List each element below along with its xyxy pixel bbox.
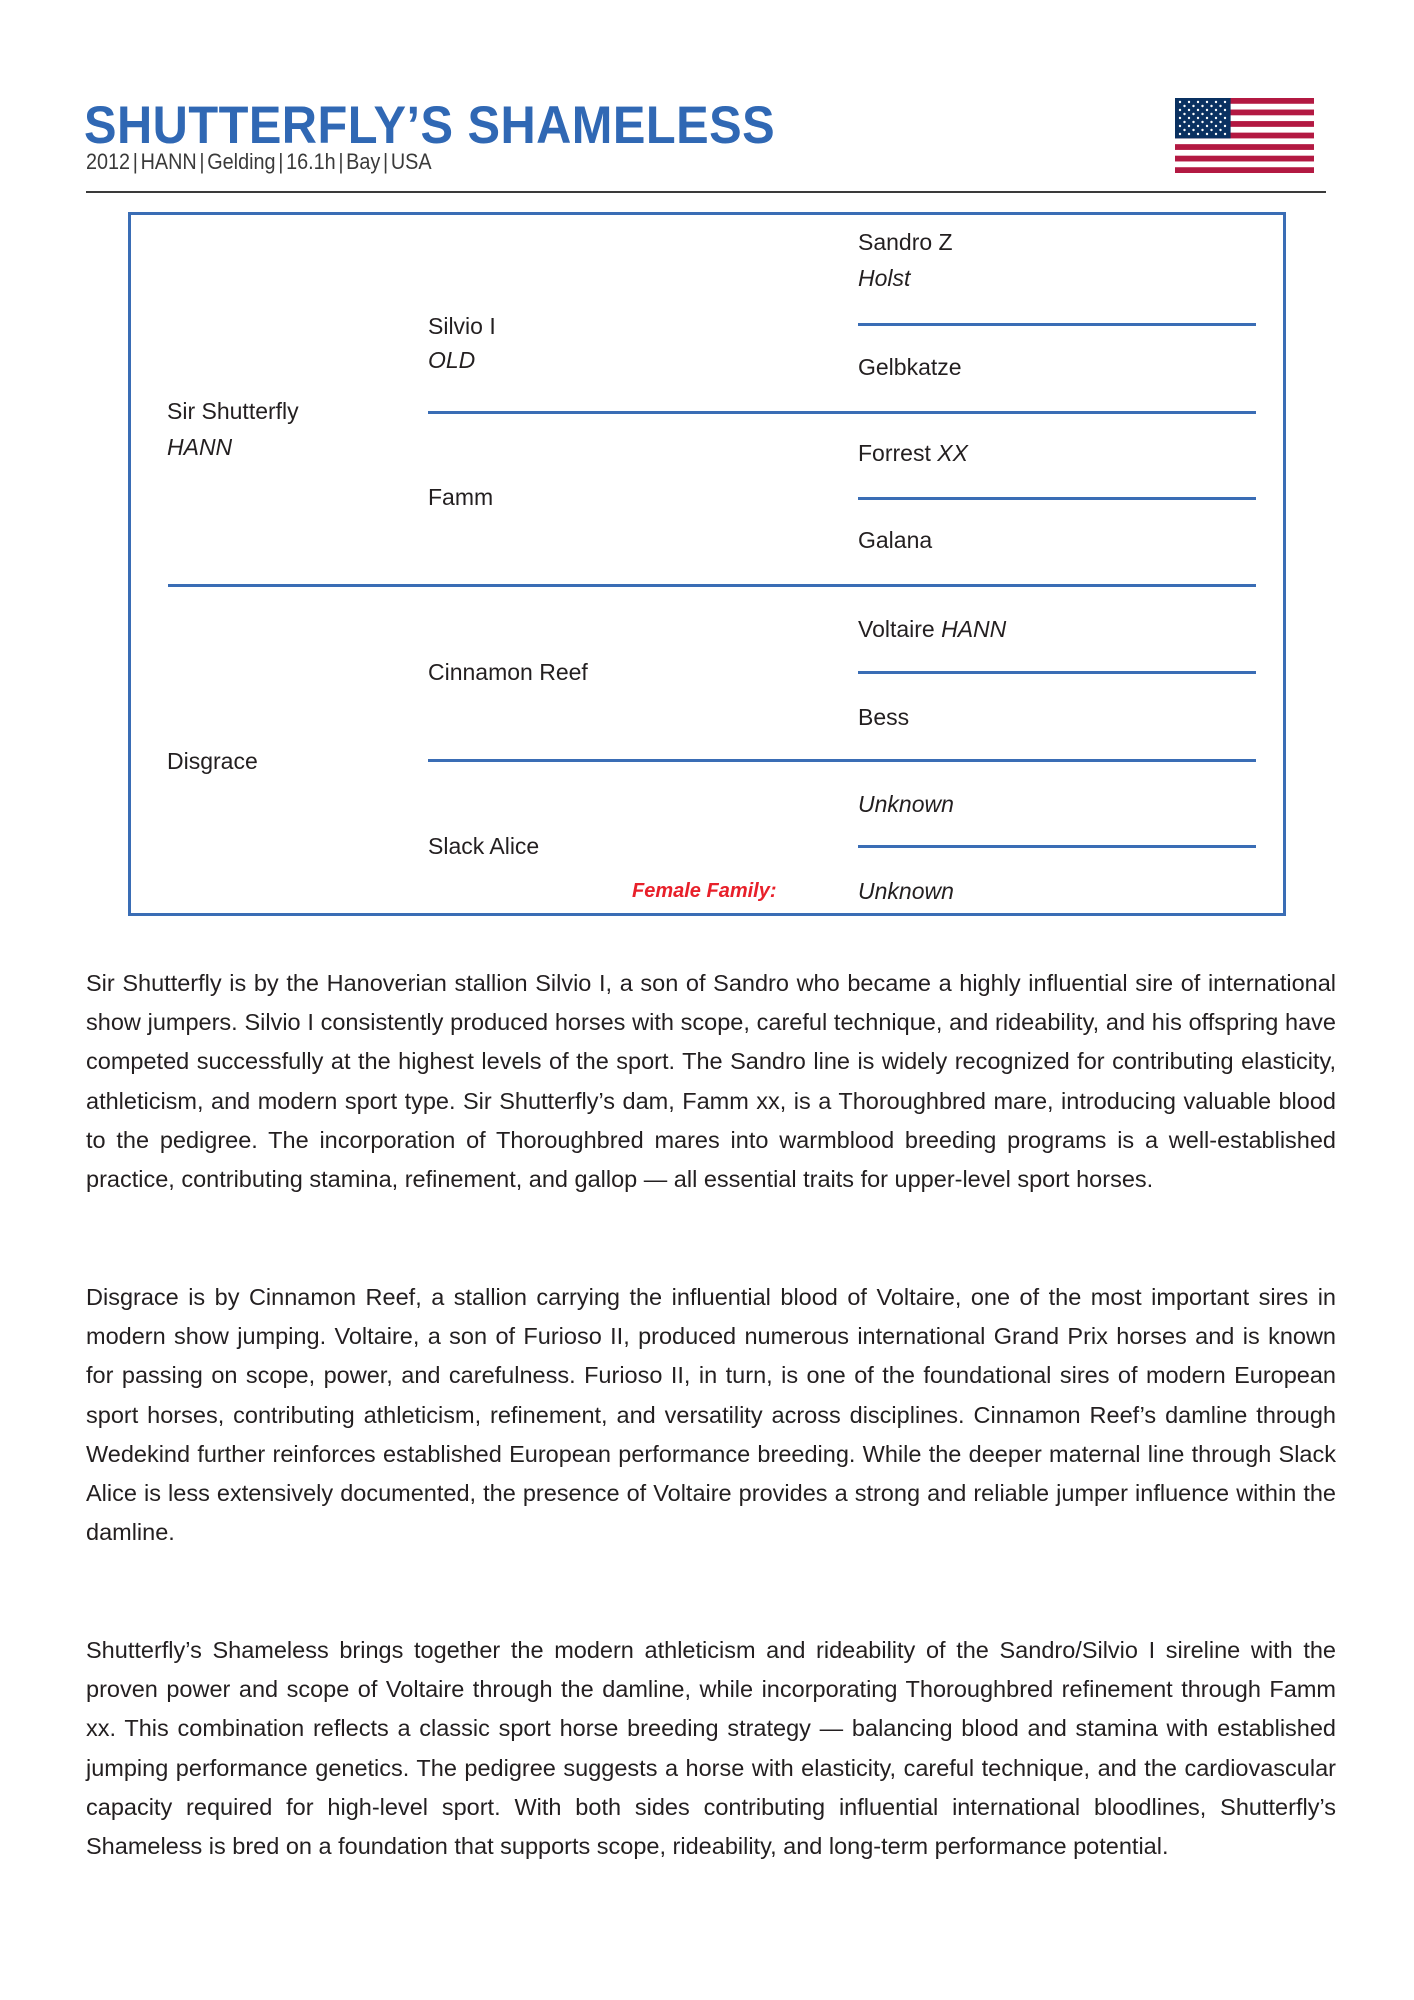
sire-dam-name: Famm <box>428 484 494 510</box>
paragraph-dam-line: Disgrace is by Cinnamon Reef, a stallion carrying the influential blood of Voltaire, one of the most important sires in modern show jumping. Voltaire, a son of Furioso II, produced numerous international Grand Prix horses and is known for passing on scope, power, and carefulness. Furioso II, in turn, is one of the foundational sires of modern European sport horses, contributing athleticism, refinement, and versatility across disciplines. Cinnamon Reef’s damline through Wedekind further reinforces established European performance breeding. While the deeper maternal line through Slack Alice is less extensively documented, the presence of Voltaire provides a strong and reliable jumper influence within the damline. <box>86 1284 1336 1546</box>
dam-sire-sire-registry: HANN <box>941 616 1007 642</box>
separator: | <box>383 149 389 174</box>
dam-dam-name: Slack Alice <box>428 833 540 859</box>
sire-dam-dam-name: Galana <box>858 527 933 553</box>
pedigree-chart <box>128 212 1286 916</box>
paragraph-summary: Shutterfly’s Shameless brings together the modern athleticism and rideability of the Sandro/Silvio I sireline with the proven power and scope of Voltaire through the damline, while incorporating Thoroughbred refinement through Famm xx. This combination reflects a classic sport horse breeding strategy — balancing blood and stamina with established jumping performance genetics. The pedigree suggests a horse with elasticity, careful technique, and the cardiovascular capacity required for high-level sport. With both sides contributing influential international bloodlines, Shutterfly’s Shameless is bred on a foundation that supports scope, rideability, and long-term performance potential. <box>86 1637 1336 1860</box>
header-divider <box>86 191 1326 193</box>
sire-sire-registry: OLD <box>428 347 476 373</box>
divider-line <box>168 584 1256 587</box>
sire-registry: HANN <box>167 434 233 460</box>
separator: | <box>338 149 344 174</box>
divider-line <box>858 323 1256 326</box>
sire-sire-name: Silvio I <box>428 313 496 339</box>
us-flag-icon <box>1175 98 1314 173</box>
horse-details <box>86 148 432 176</box>
divider-line <box>858 497 1256 500</box>
separator: | <box>199 149 205 174</box>
female-family-label: Female Family: <box>632 880 777 902</box>
breed-registry: HANN <box>140 149 197 174</box>
sire-sire-dam-name: Gelbkatze <box>858 354 962 380</box>
sire-sire-sire-registry: Holst <box>858 265 911 291</box>
paragraph-sire-line: Sir Shutterfly is by the Hanoverian stallion Silvio I, a son of Sandro who became a highly influential sire of international show jumpers. Silvio I consistently produced horses with scope, careful technique, and rideability, and his offspring have competed successfully at the highest levels of the sport. The Sandro line is widely recognized for contributing elasticity, athleticism, and modern sport type. Sir Shutterfly’s dam, Famm xx, is a Thoroughbred mare, introducing valuable blood to the pedigree. The incorporation of Thoroughbred mares into warmblood breeding programs is a well-established practice, contributing stamina, refinement, and gallop — all essential traits for upper-level sport horses. <box>86 970 1336 1193</box>
separator: | <box>132 149 138 174</box>
divider-line <box>858 671 1256 674</box>
sire-dam-sire-registry: XX <box>937 440 968 466</box>
height: 16.1h <box>286 149 336 174</box>
sire-name: Sir Shutterfly <box>167 398 299 424</box>
sire-sire-sire-name: Sandro Z <box>858 229 953 255</box>
dam-dam-dam-name: Unknown <box>858 878 954 904</box>
color: Bay <box>346 149 381 174</box>
sire-dam-sire <box>858 438 968 468</box>
dam-sire-name: Cinnamon Reef <box>428 659 588 685</box>
dam-sire-dam-name: Bess <box>858 704 910 730</box>
divider-line <box>428 759 1256 762</box>
dam-dam-sire-name: Unknown <box>858 791 954 817</box>
separator: | <box>278 149 284 174</box>
divider-line <box>428 411 1256 414</box>
page-title: SHUTTERFLY’S SHAMELESS <box>84 96 776 155</box>
birth-year: 2012 <box>86 149 131 174</box>
sire-dam-sire-name: Forrest <box>858 440 931 466</box>
sex: Gelding <box>207 149 276 174</box>
dam-name: Disgrace <box>167 748 258 774</box>
dam-sire-sire <box>858 614 1006 644</box>
country: USA <box>390 149 432 174</box>
divider-line <box>858 845 1256 848</box>
dam-sire-sire-name: Voltaire <box>858 616 935 642</box>
